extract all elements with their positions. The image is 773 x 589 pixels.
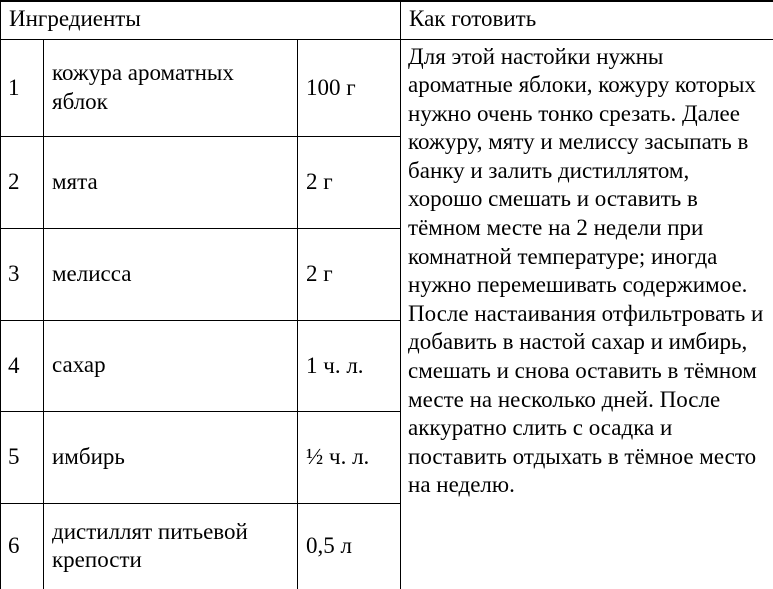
- ingredient-quantity: 0,5 л: [298, 503, 401, 589]
- ingredient-quantity: 100 г: [298, 39, 401, 136]
- ingredient-name: мелисса: [44, 228, 298, 320]
- ingredients-header-cell: Ингредиенты: [1, 1, 401, 39]
- header-row: [1, 1, 773, 39]
- ingredient-number: 1: [1, 39, 44, 136]
- ingredient-row: [1, 39, 773, 136]
- instructions-cell: Для этой настойки нужны ароматные яблоки, кожуру которых нужно очень тонко срезать. Далее кожуру, мяту и мелиссу засыпать в банку и залить дистиллятом, хорошо смешать и оставить в тёмном месте на 2 недели при комнатной температуре; иногда нужно перемешивать содержимое. После настаивания отфильтровать и добавить в настой сахар и имбирь, смешать и снова оставить в тёмном месте на несколько дней. После аккуратно слить с осадка и поставить отдыхать в тёмное место на неделю.: [401, 39, 773, 589]
- ingredient-quantity: 2 г: [298, 228, 401, 320]
- ingredient-number: 6: [1, 503, 44, 589]
- ingredient-name: мята: [44, 136, 298, 228]
- ingredient-name: имбирь: [44, 411, 298, 503]
- instructions-header-cell: Как готовить: [401, 1, 773, 39]
- ingredient-number: 5: [1, 411, 44, 503]
- ingredient-quantity: 1 ч. л.: [298, 320, 401, 411]
- ingredient-number: 3: [1, 228, 44, 320]
- ingredient-quantity: ½ ч. л.: [298, 411, 401, 503]
- ingredient-number: 4: [1, 320, 44, 411]
- ingredient-name: кожура ароматных яблок: [44, 39, 298, 136]
- ingredient-name: дистиллят питьевой крепости: [44, 503, 298, 589]
- ingredient-number: 2: [1, 136, 44, 228]
- ingredient-quantity: 2 г: [298, 136, 401, 228]
- ingredient-name: сахар: [44, 320, 298, 411]
